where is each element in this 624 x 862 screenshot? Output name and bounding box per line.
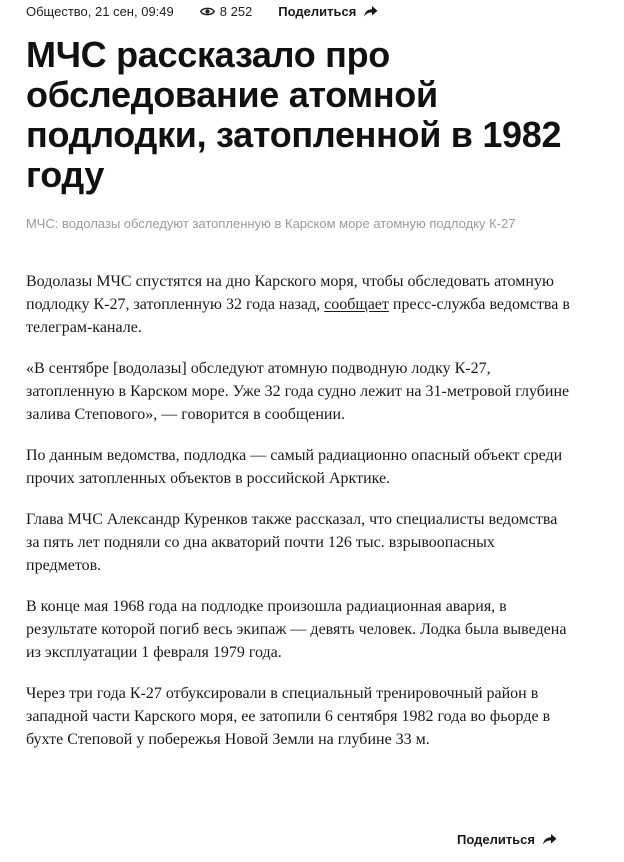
source-link[interactable]: сообщает xyxy=(324,296,389,313)
article-paragraph: Через три года К-27 отбуксировали в специальный тренировочный район в западной части Карского моря, ее затопили 6 сентября 1982 года во фьорде в бухте Степовой у побережья Новой Земли на глубине 33 м. xyxy=(26,685,551,748)
share-label: Поделиться xyxy=(456,831,535,847)
eye-icon xyxy=(200,6,215,17)
article-title: МЧС рассказало про обследование атомной подлодки, затопленной в 1982 году xyxy=(26,34,562,195)
bottom-share-button[interactable] xyxy=(457,830,557,848)
photo-caption: МЧС: водолазы обследуют затопленную в Карском море атомную подлодку К-27 xyxy=(26,216,516,231)
article-paragraph xyxy=(26,270,571,339)
paragraph-text: пресс-служба ведомства в телеграм-канале. xyxy=(26,296,570,336)
article-paragraph: «В сентябре [водолазы] обследуют атомную подводную лодку К-27, затопленную в Карском море. Уже 32 года судно лежит на 31-метровой глубине залива Степового», — говорится в сообщении. xyxy=(26,360,570,423)
share-label: Поделиться xyxy=(278,3,357,19)
view-counter xyxy=(200,4,253,19)
share-arrow-icon xyxy=(542,833,557,845)
share-arrow-icon xyxy=(363,5,378,17)
article-paragraph: Глава МЧС Александр Куренков также рассказал, что специалисты ведомства за пять лет подняли со дна акваторий почти 126 тыс. взрывоопасных предметов. xyxy=(26,511,558,574)
article-paragraph: В конце мая 1968 года на подлодке произошла радиационная авария, в результате которой погиб весь экипаж — девять человек. Лодка была выведена из эксплуатации 1 февраля 1979 года. xyxy=(26,598,567,661)
article-body xyxy=(26,270,571,769)
article-paragraph: По данным ведомства, подлодка — самый радиационно опасный объект среди прочих затопленных объектов в российской Арктике. xyxy=(26,447,563,487)
share-button[interactable] xyxy=(278,4,378,19)
view-count: 8 252 xyxy=(219,3,253,19)
article-meta-bar xyxy=(26,3,378,19)
section-date: Общество, 21 сен, 09:49 xyxy=(26,3,174,19)
paragraph-text: Водолазы МЧС спустятся на дно Карского моря, чтобы обследовать атомную подлодку К-27, затопленную 32 года назад, xyxy=(26,273,554,313)
